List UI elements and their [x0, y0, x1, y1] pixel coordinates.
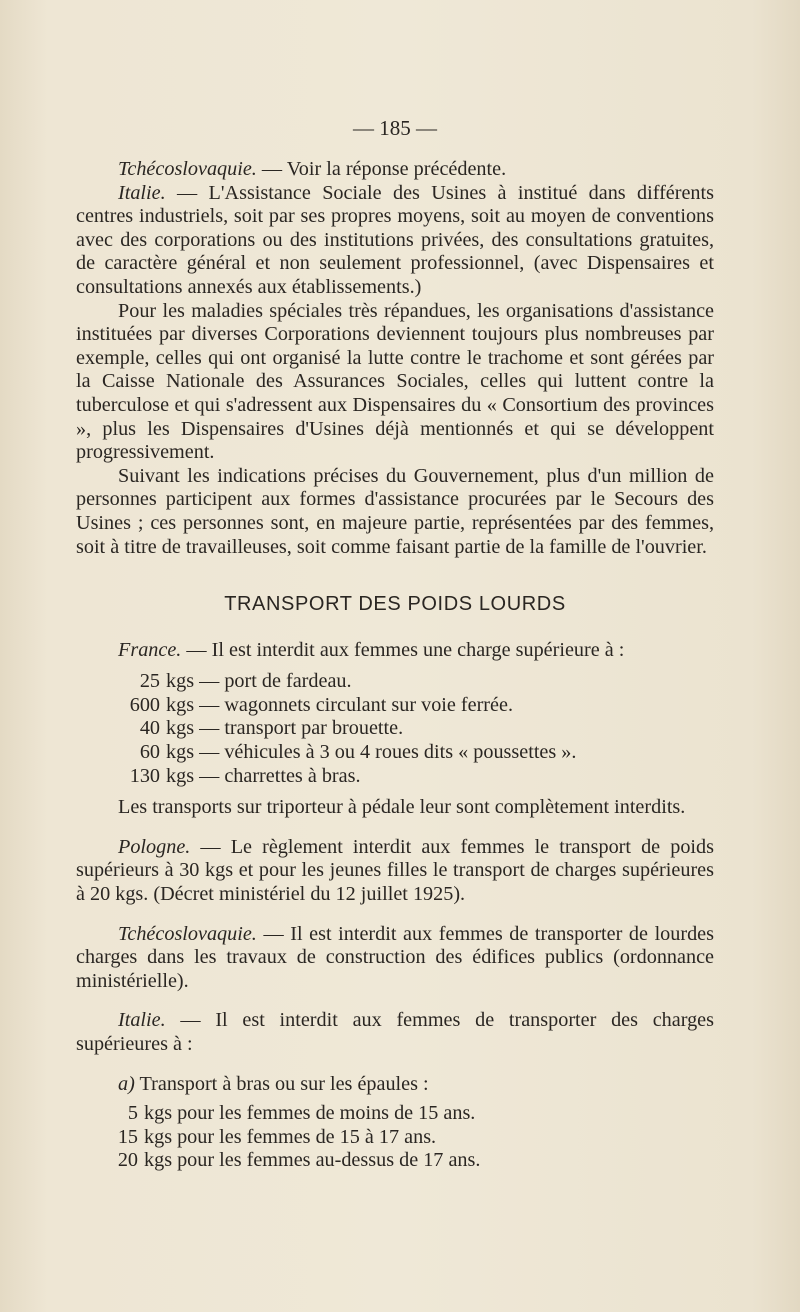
body-text [76, 158, 714, 1173]
weight-value: 15 [117, 1125, 138, 1148]
paragraph-text: — Il est interdit aux femmes de transporter de lourdes charges dans les travaux de construction des édifices publics (ordonnance ministérielle). [76, 922, 714, 992]
sub-lead: a) [118, 1072, 135, 1095]
country-lead: Tchécoslovaquie. [118, 922, 257, 945]
italie-weight-list [76, 1102, 714, 1173]
paragraph-italie [76, 1009, 714, 1056]
paragraph-text: — Il est interdit aux femmes une charge supérieure à : [181, 638, 625, 661]
paragraph-italie-assistance [76, 182, 714, 300]
country-lead: Pologne. [118, 835, 191, 858]
list-item [76, 1126, 714, 1150]
item-text: kgs pour les femmes de 15 à 17 ans. [144, 1125, 437, 1148]
item-text: kgs — wagonnets circulant sur voie ferrée. [166, 693, 513, 716]
list-item [76, 670, 714, 694]
list-item [76, 741, 714, 765]
list-item [76, 765, 714, 789]
sub-text: Transport à bras ou sur les épaules : [134, 1072, 429, 1095]
paragraph-maladies-speciales: Pour les maladies spéciales très répandues, les organisations d'assistance instituées par diverses Corporations deviennent toujours plus nombreuses par exemple, celles qui ont organisé la lutte contre le trachome et sont gérées par la Caisse Nationale des Assurances Sociales, celles qui luttent contre la tuberculose et qui s'adressent aux Dispensaires du « Consortium des provinces », plus les Dispensaires d'Usines déjà mentionnés et qui se développent progressivement. [76, 299, 714, 464]
item-text: kgs pour les femmes de moins de 15 ans. [144, 1102, 476, 1125]
paragraph-text: — Il est interdit aux femmes de transporter des charges supérieures à : [76, 1009, 714, 1055]
country-lead: France. [118, 638, 182, 661]
weight-value: 600 [129, 693, 160, 716]
country-lead: Italie. [118, 181, 166, 204]
paragraph-text: — Voir la réponse précédente. [256, 158, 507, 180]
list-item [76, 1149, 714, 1173]
item-text: kgs — port de fardeau. [166, 670, 352, 693]
list-item [76, 694, 714, 718]
weight-value: 40 [139, 717, 160, 740]
france-weight-list [76, 670, 714, 788]
item-text: kgs — véhicules à 3 ou 4 roues dits « poussettes ». [166, 741, 577, 764]
paragraph-france [76, 639, 714, 663]
italie-subheading [76, 1073, 714, 1097]
item-text: kgs — transport par brouette. [166, 717, 404, 740]
country-lead: Tchécoslovaquie. [118, 158, 257, 180]
section-title: TRANSPORT DES POIDS LOURDS [224, 593, 566, 616]
weight-value: 130 [129, 764, 160, 787]
item-text: kgs — charrettes à bras. [166, 764, 361, 787]
weight-value: 20 [117, 1149, 138, 1172]
item-text: kgs pour les femmes au-dessus de 17 ans. [144, 1149, 481, 1172]
weight-value: 5 [127, 1102, 138, 1125]
list-item [76, 1102, 714, 1126]
paragraph-text: — L'Assistance Sociale des Usines à institué dans différents centres industriels, soit par ses propres moyens, soit au moyen de conventions avec des corporations ou des institutions privées, des consultations gratuites, de caractère général et non seulement professionnel, (avec Dispensaires et consultations annexés aux établissements.) [76, 181, 714, 298]
paragraph-tchecoslovaquie-reply [76, 158, 714, 182]
paragraph-text: — Le règlement interdit aux femmes le transport de poids supérieurs à 30 kgs et pour les jeunes filles le transport de charges supérieures à 20 kgs. (Décret ministériel du 12 juillet 1925). [76, 835, 714, 906]
paragraph-pologne [76, 836, 714, 907]
weight-value: 25 [139, 670, 160, 693]
paragraph-france-note: Les transports sur triporteur à pédale leur sont complètement interdits. [118, 796, 686, 819]
paragraph-tchecoslovaquie [76, 923, 714, 994]
weight-value: 60 [139, 741, 160, 764]
country-lead: Italie. [118, 1009, 166, 1032]
paragraph-indications-gouvernement: Suivant les indications précises du Gouvernement, plus d'un million de personnes participent aux formes d'assistance procurées par le Secours des Usines ; ces personnes sont, en majeure partie, représentées par des femmes, soit à titre de travailleuses, soit comme faisant partie de la famille de l'ouvrier. [76, 464, 714, 558]
page-number: — 185 — [353, 116, 437, 140]
list-item [76, 717, 714, 741]
